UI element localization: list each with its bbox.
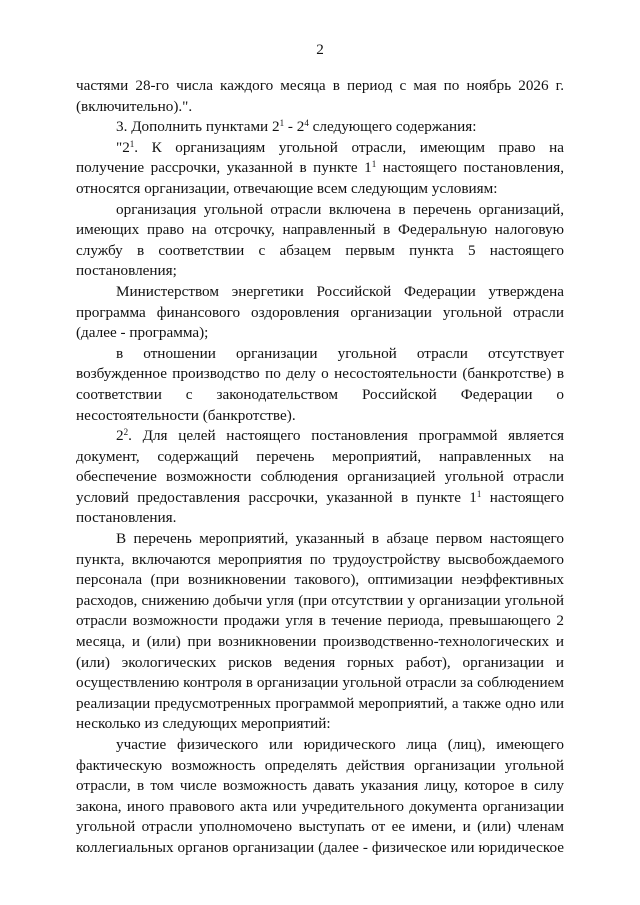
paragraph: участие физического или юридического лица (лиц), имеющего фактическую возможность определять действия организации угольной отрасли, в том числе возможность давать указания лицу, которое в силу закона, иного правового акта или учредительного документа организации угольной отрасли уполномочено выступать от ее имени, и (или) членам коллегиальных органов организации (далее - физическое или юридическое	[76, 736, 564, 856]
paragraph: В перечень мероприятий, указанный в абзаце первом настоящего пункта, включаются мероприятия по трудоустройству высвобождаемого персонала (при возникновении такового), оптимизации неэффективных расходов, снижению добычи угля (при отсутствии у организации угольной отрасли возможности продажи угля в течение периода, превышающего 2 месяца, и (или) при возникновении производственно-технологических и (или) экологических рисков ведения горных работ), организации и осуществлению контроля в организации угольной отрасли за соблюдением реализации предусмотренных программой мероприятий, а также одно или несколько из следующих мероприятий:	[76, 530, 564, 733]
paragraph: Министерством энергетики Российской Федерации утверждена программа финансового оздоровления организации угольной отрасли (далее - программа);	[76, 282, 564, 342]
document-body	[76, 76, 564, 859]
paragraph: частями 28-го числа каждого месяца в период с мая по ноябрь 2026 г. (включительно).".	[76, 77, 564, 115]
paragraph: организация угольной отрасли включена в перечень организаций, имеющих право на отсрочку, направленный в Федеральную налоговую службу в соответствии с абзацем первым пункта 5 настоящего постановления;	[76, 200, 564, 280]
paragraph: в отношении организации угольной отрасли отсутствует возбужденное производство по делу о несостоятельности (банкротстве) в соответствии с законодательством Российской Федерации о несостоятельности (банкротстве).	[76, 344, 564, 424]
page-number: 2	[316, 41, 324, 58]
paragraph: "$2^1$. К организациям угольной отрасли, имеющим право на получение рассрочки, указанной в пункте $1^1$ настоящего постановления, относятся организации, отвечающие всем следующим условиям:	[76, 138, 564, 197]
paragraph: $2^2$. Для целей настоящего постановления программой является документ, содержащий перечень мероприятий, направленных на обеспечение возможности соблюдения организацией угольной отрасли условий предоставления рассрочки, указанной в пункте $1^1$ настоящего постановления.	[76, 427, 564, 527]
paragraph: 3. Дополнить пунктами $2^1 - 2^4$ следующего содержания:	[116, 118, 477, 136]
